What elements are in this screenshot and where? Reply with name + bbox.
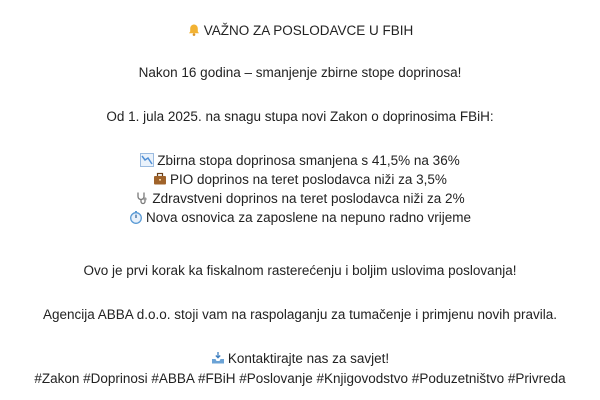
post-headline: Nakon 16 godina – smanjenje zbirne stope doprinosa! xyxy=(138,65,462,80)
point-1 xyxy=(0,152,600,170)
stethoscope-icon xyxy=(135,191,149,205)
post-contact-line xyxy=(0,350,600,368)
point-4 xyxy=(0,209,600,227)
point-4-text: Nova osnovica za zaposlene na nepuno radno vrijeme xyxy=(146,210,471,225)
post-hashtags[interactable]: #Zakon #Doprinosi #ABBA #FBiH #Poslovanje #Knjigovodstvo #Poduzetništvo #Privreda xyxy=(34,371,566,386)
post-statement: Ovo je prvi korak ka fiskalnom rasterećenju i boljim uslovima poslovanja! xyxy=(83,263,517,278)
chart-down-icon xyxy=(140,153,154,167)
point-2-text: PIO doprinos na teret poslodavca niži za 3,5% xyxy=(170,172,447,187)
inbox-tray-icon xyxy=(211,351,225,365)
post-contact: Kontaktirajte nas za savjet! xyxy=(227,351,390,366)
point-1-text: Zbirna stopa doprinosa smanjena s 41,5% na 36% xyxy=(157,153,460,168)
stopwatch-icon xyxy=(129,210,143,224)
bell-icon xyxy=(187,23,201,37)
post-title: VAŽNO ZA POSLODAVCE U FBIH xyxy=(203,23,414,38)
post-title-line xyxy=(0,22,600,40)
post-agency: Agencija ABBA d.o.o. stoji vam na raspolaganju za tumačenje i primjenu novih pravila. xyxy=(42,307,558,322)
post-intro: Od 1. jula 2025. na snagu stupa novi Zakon o doprinosima FBiH: xyxy=(106,109,494,124)
briefcase-icon xyxy=(153,172,167,186)
point-2 xyxy=(0,171,600,189)
point-3 xyxy=(0,190,600,208)
point-3-text: Zdravstveni doprinos na teret poslodavca niži za 2% xyxy=(152,191,465,206)
